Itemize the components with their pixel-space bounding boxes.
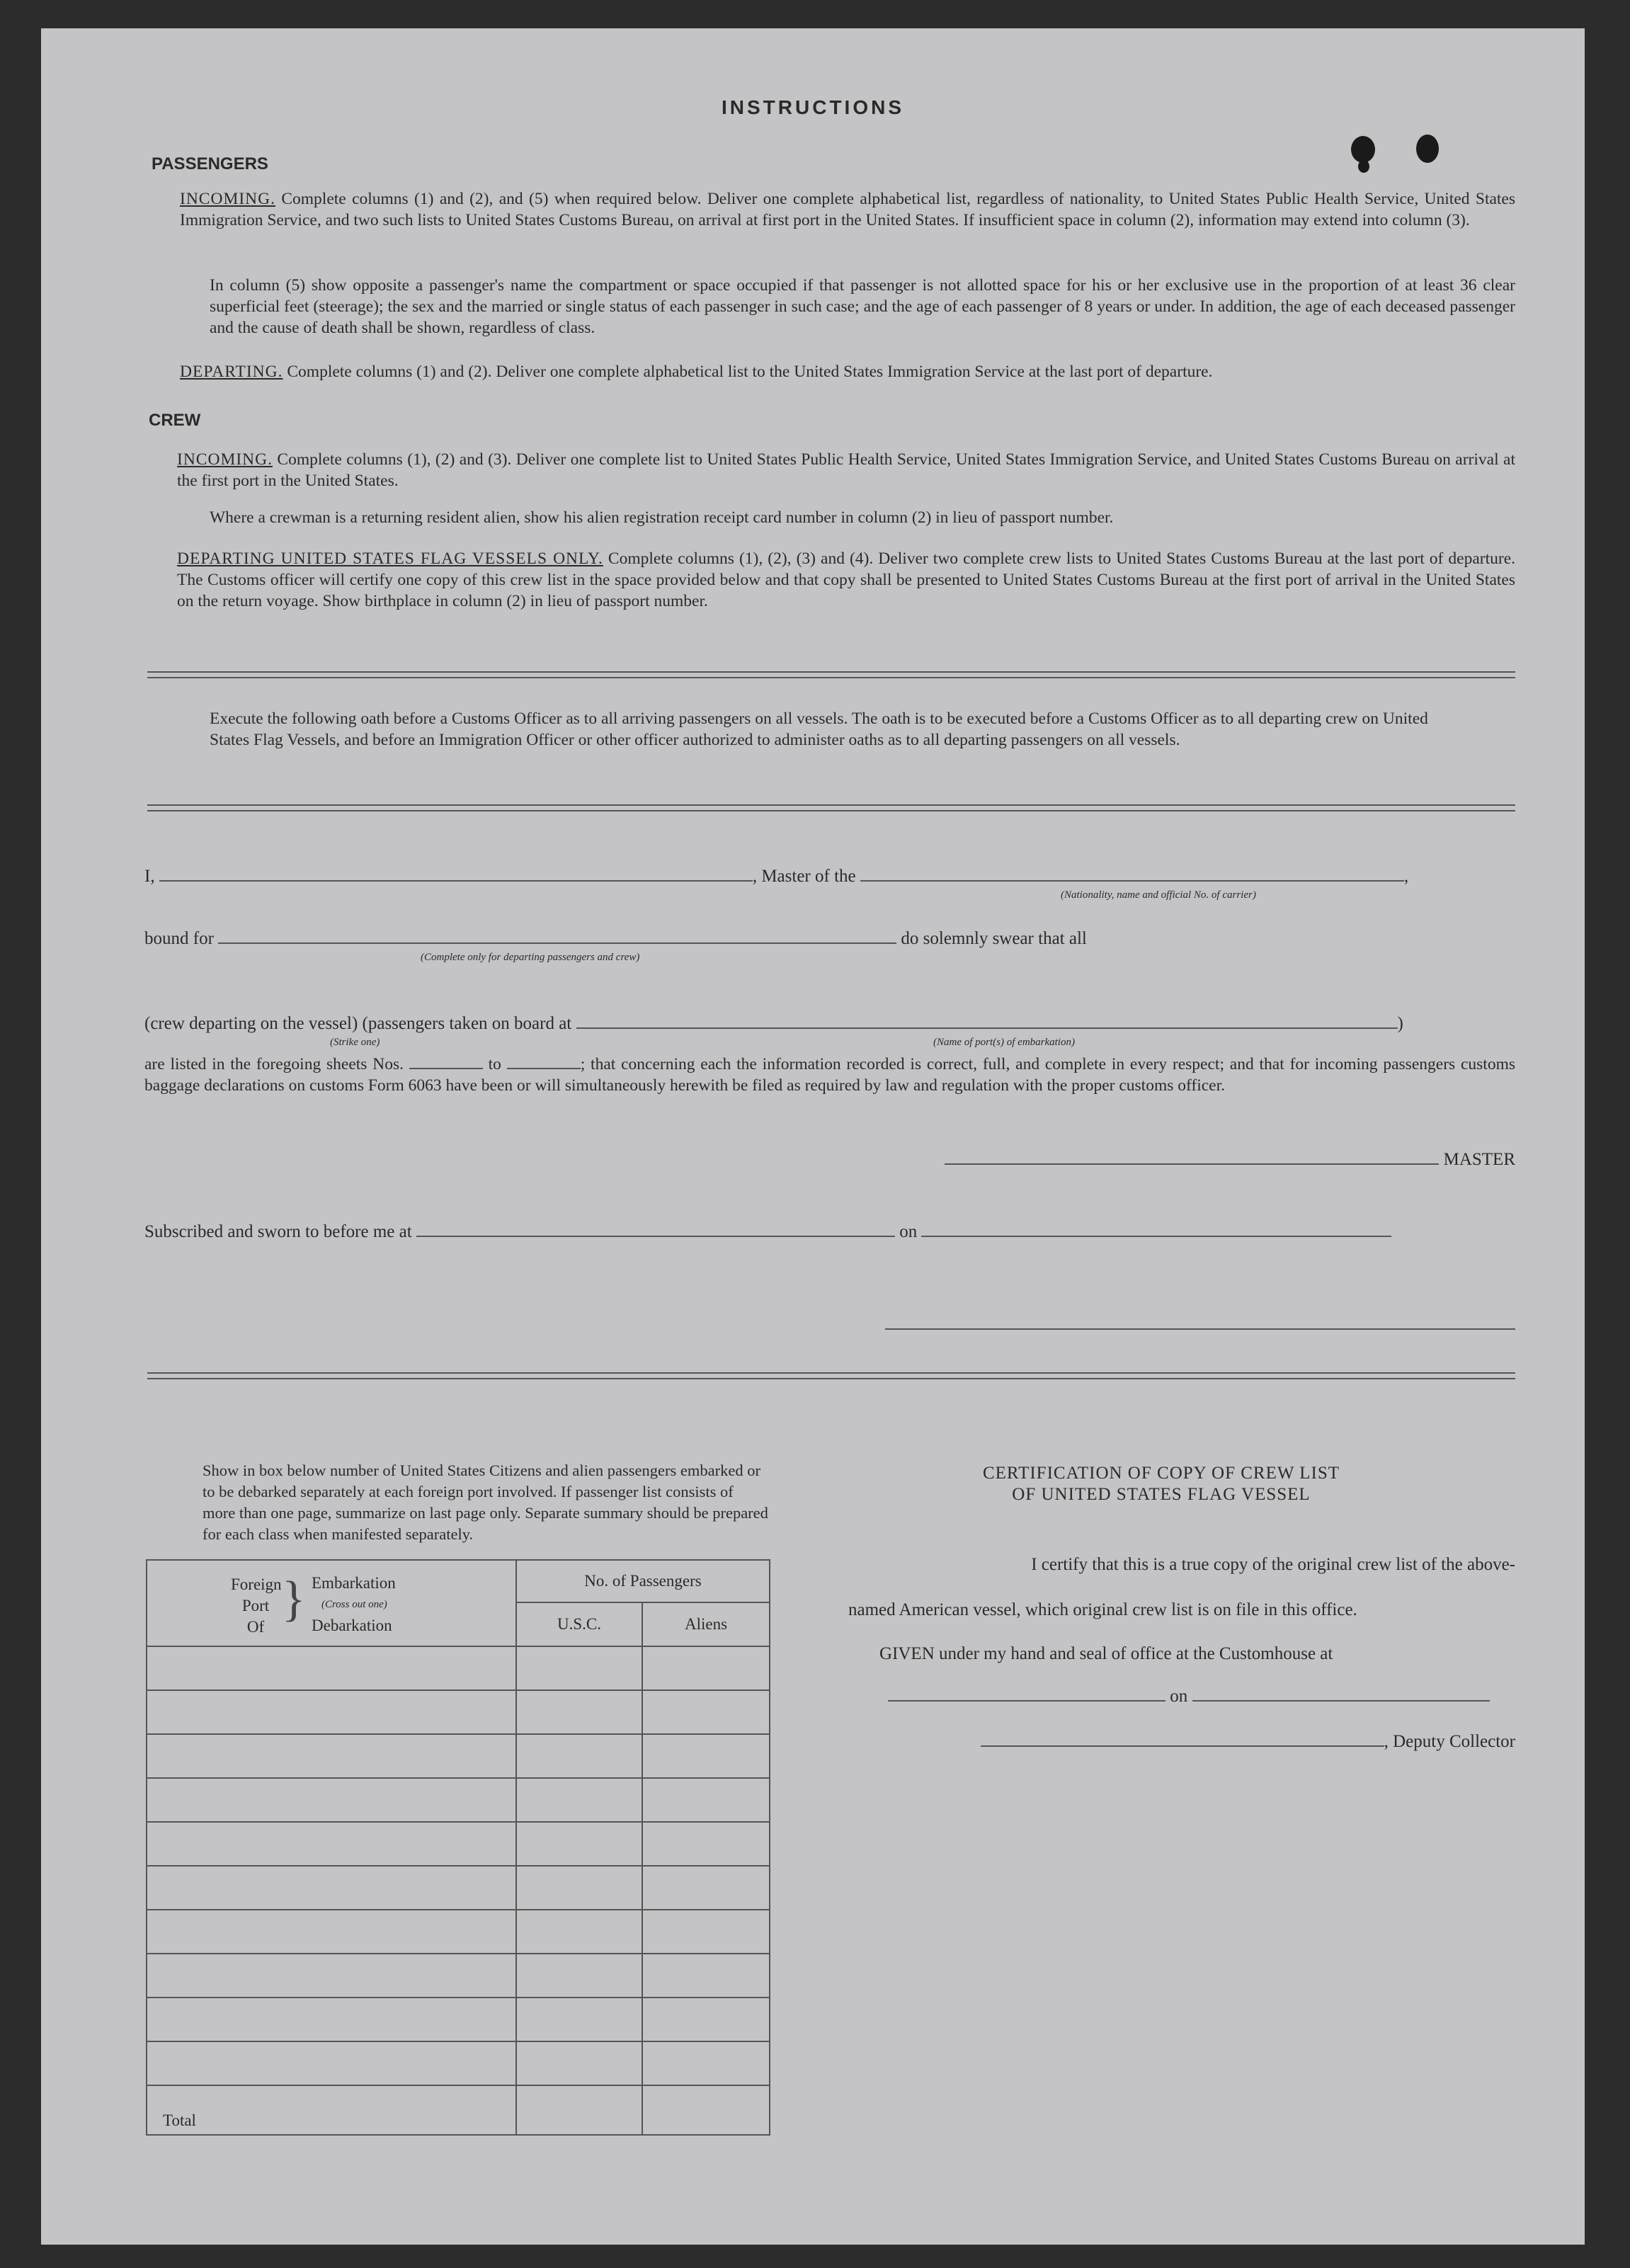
instructions-title: INSTRUCTIONS [722,96,904,118]
table-row [147,1646,770,1690]
ink-blot-3 [1416,135,1439,163]
usc-cell[interactable] [516,1690,642,1734]
aliens-cell[interactable] [642,1690,770,1734]
port-header-cell: Foreign Port Of } Embarkation (Cross out one) Debarkation [147,1560,516,1646]
number-header-cell: No. of Passengers [516,1560,770,1602]
port-caption: (Name of port(s) of embarkation) [933,1037,1075,1048]
cert-on-row [888,1687,1515,1706]
section-divider-1 [147,671,1515,678]
usc-cell[interactable] [516,1866,642,1910]
aliens-cell[interactable] [642,1998,770,2041]
crew-incoming-lead: INCOMING. [177,450,273,469]
cert-heading-1: CERTIFICATION OF COPY OF CREW LIST [982,1464,1340,1483]
aliens-cell[interactable] [642,1910,770,1954]
usc-cell[interactable] [516,1734,642,1778]
sheet-from-field[interactable] [409,1068,483,1069]
passengers-departing-text: Complete columns (1) and (2). Deliver one complete alphabetical list to the United States Immigration Service at the last port of departure. [287,363,1213,381]
port-cell[interactable] [147,2041,516,2085]
total-label-cell [147,2085,516,2135]
cert-heading-2: OF UNITED STATES FLAG VESSEL [1012,1485,1311,1504]
port-cell[interactable] [147,1822,516,1866]
master-signature-field[interactable] [945,1163,1439,1165]
usc-cell[interactable] [516,1822,642,1866]
total-usc-cell[interactable] [516,2085,642,2135]
usc-cell[interactable] [516,1954,642,1998]
oath-intro: Execute the following oath before a Customs Officer as to all arriving passengers on all vessels. The oath is to be executed before a Customs Officer as to all departing crew on United States Flag Vessels, and before an Immigration Officer or other officer authorized to administer oaths as to all departing passengers on all vessels. [210,710,1428,749]
total-row [147,2085,770,2135]
master-name-field[interactable] [159,880,753,882]
crew-heading: CREW [149,411,201,430]
usc-cell[interactable] [516,1998,642,2041]
usc-cell[interactable] [516,1910,642,1954]
aliens-cell[interactable] [642,1778,770,1822]
summary-instructions: Show in box below number of United States Citizens and alien passengers embarked or to be debarked separately at each foreign port involved. If passenger list consists of more than one page, summarize on last page only. Separate summary should be prepared for each class when manifested separately. [203,1461,768,1543]
total-label: Total [163,2112,196,2129]
table-header-row [147,1560,770,1602]
oath-master-of-label: , Master of the [752,867,856,886]
subscribed-on-field[interactable] [921,1236,1391,1237]
oath-i-label: I, [144,867,155,886]
crew-departing-label: (crew departing on the vessel) (passengers taken on board at [144,1014,572,1033]
oath-master-row: I, , Master of the , [144,867,1409,886]
deputy-row [912,1732,1515,1752]
col-cross-out: (Cross out one) [321,1599,387,1610]
oath-listed [144,1054,1515,1096]
close-paren: ) [1397,1014,1403,1033]
aliens-cell[interactable] [642,1822,770,1866]
form-sheet [41,28,1585,2245]
bound-for-field[interactable] [218,942,896,944]
cert-line-3: GIVEN under my hand and seal of office at the Customhouse at [879,1644,1333,1663]
ink-blot-2 [1358,160,1369,173]
cert-line-1: I certify that this is a true copy of the original crew list of the above- [1031,1555,1515,1574]
table-row [147,1822,770,1866]
subscribed-label: Subscribed and sworn to before me at [144,1222,412,1241]
total-aliens-cell[interactable] [642,2085,770,2135]
carrier-field[interactable] [860,880,1404,882]
master-label: MASTER [1443,1150,1515,1169]
aliens-cell[interactable] [642,1734,770,1778]
table-row [147,2041,770,2085]
crew-departing-text: Complete columns (1), (2), (3) and (4). Deliver two complete crew lists to United States Customs Bureau at the last port of departure. The Customs officer will certify one copy of this crew list in the space provided below and that copy shall be presented to United States Customs Bureau at the first port of arrival in the United States on the return voyage. Show birthplace in column (2) in lieu of passport number. [177,549,1515,610]
crew-resident-alien: Where a crewman is a returning resident alien, show his alien registration receipt card number in column (2) in lieu of passport number. [210,508,1114,527]
table-row [147,1954,770,1998]
passengers-column5: In column (5) show opposite a passenger's name the compartment or space occupied if that passenger is not allotted space for his or her exclusive use in the proportion of at least 36 clear superficial feet (steerage); the sex and the married or single status of each passenger in such case; and the age of each passenger of 8 years or under. In addition, the age of each deceased passenger and the cause of death shall be shown, regardless of class. [210,276,1515,337]
aliens-cell[interactable] [642,1954,770,1998]
to-label: to [488,1055,501,1073]
col-embarkation: Embarkation [312,1574,396,1592]
cert-place-field[interactable] [888,1700,1165,1702]
table-row [147,1778,770,1822]
officer-signature-line[interactable] [885,1328,1515,1330]
certification-heading [892,1463,1430,1505]
aliens-cell[interactable] [642,1646,770,1690]
port-cell[interactable] [147,1646,516,1690]
cert-on-label: on [1170,1687,1188,1706]
col-debarkation: Debarkation [312,1617,392,1634]
port-cell[interactable] [147,1998,516,2041]
port-cell[interactable] [147,1690,516,1734]
cert-date-field[interactable] [1192,1700,1490,1702]
oath-crew-row [144,1014,1515,1034]
aliens-cell[interactable] [642,1866,770,1910]
ink-blot-1 [1351,136,1375,163]
table-row [147,1690,770,1734]
section-divider-2 [147,804,1515,811]
aliens-header-cell: Aliens [642,1602,770,1646]
embarkation-port-field[interactable] [576,1027,1398,1029]
deputy-label: , Deputy Collector [1384,1732,1515,1751]
aliens-cell[interactable] [642,2041,770,2085]
table-row [147,1910,770,1954]
listed-rest: ; that concerning each the information recorded is correct, full, and complete in every respect; and that for incoming passengers customs baggage declarations on customs Form 6063 have been or will simultaneously herewith be filed as required by law and regulation with the proper customs officer. [144,1055,1515,1095]
crew-departing [177,548,1515,612]
listed-label: are listed in the foregoing sheets Nos. [144,1055,404,1073]
subscribed-at-field[interactable] [416,1236,895,1237]
subscribed-row [144,1222,1515,1242]
oath-bound-row [144,929,1515,949]
usc-cell[interactable] [516,1646,642,1690]
passengers-heading: PASSENGERS [152,154,268,173]
table-row [147,1734,770,1778]
passengers-incoming-text: Complete columns (1) and (2), and (5) when required below. Deliver one complete alphabetical list, regardless of nationality, to United States Public Health Service, United States Immigration Service, and two such lists to United States Customs Bureau, on arrival at first port in the United States. If insufficient space in column (2), information may extend into column (3). [180,190,1516,229]
passengers-incoming-lead: INCOMING. [180,190,275,208]
passengers-departing-lead: DEPARTING. [180,363,283,381]
crew-departing-lead: DEPARTING UNITED STATES FLAG VESSELS ONLY. [177,549,603,568]
table-row [147,1998,770,2041]
col-of: Of [246,1618,265,1636]
port-cell[interactable] [147,1778,516,1822]
col-foreign: Foreign [231,1575,282,1593]
cert-line-2: named American vessel, which original crew list is on file in this office. [848,1600,1357,1619]
table-row [147,1866,770,1910]
crew-incoming [177,449,1515,491]
sheet-to-field[interactable] [507,1068,581,1069]
port-cell[interactable] [147,1734,516,1778]
deputy-signature-field[interactable] [981,1745,1384,1747]
port-cell[interactable] [147,1866,516,1910]
port-cell[interactable] [147,1910,516,1954]
passenger-summary-table [146,1559,770,2136]
bound-for-label: bound for [144,929,214,948]
section-divider-3 [147,1372,1515,1379]
subscribed-on-label: on [899,1222,918,1241]
usc-header-cell: U.S.C. [516,1602,642,1646]
swear-label: do solemnly swear that all [901,929,1087,948]
port-cell[interactable] [147,1954,516,1998]
strike-caption: (Strike one) [330,1037,380,1048]
master-signature-row [891,1150,1515,1170]
bound-caption: (Complete only for departing passengers and crew) [421,952,640,963]
usc-cell[interactable] [516,2041,642,2085]
carrier-caption: (Nationality, name and official No. of carrier) [1061,889,1256,901]
col-port: Port [241,1597,270,1614]
passengers-departing [180,361,1515,382]
crew-incoming-text: Complete columns (1), (2) and (3). Deliver one complete list to United States Public Health Service, United States Immigration Service, and United States Customs Bureau on arrival at the first port in the United States. [177,450,1515,490]
usc-cell[interactable] [516,1778,642,1822]
passengers-incoming [180,188,1515,231]
